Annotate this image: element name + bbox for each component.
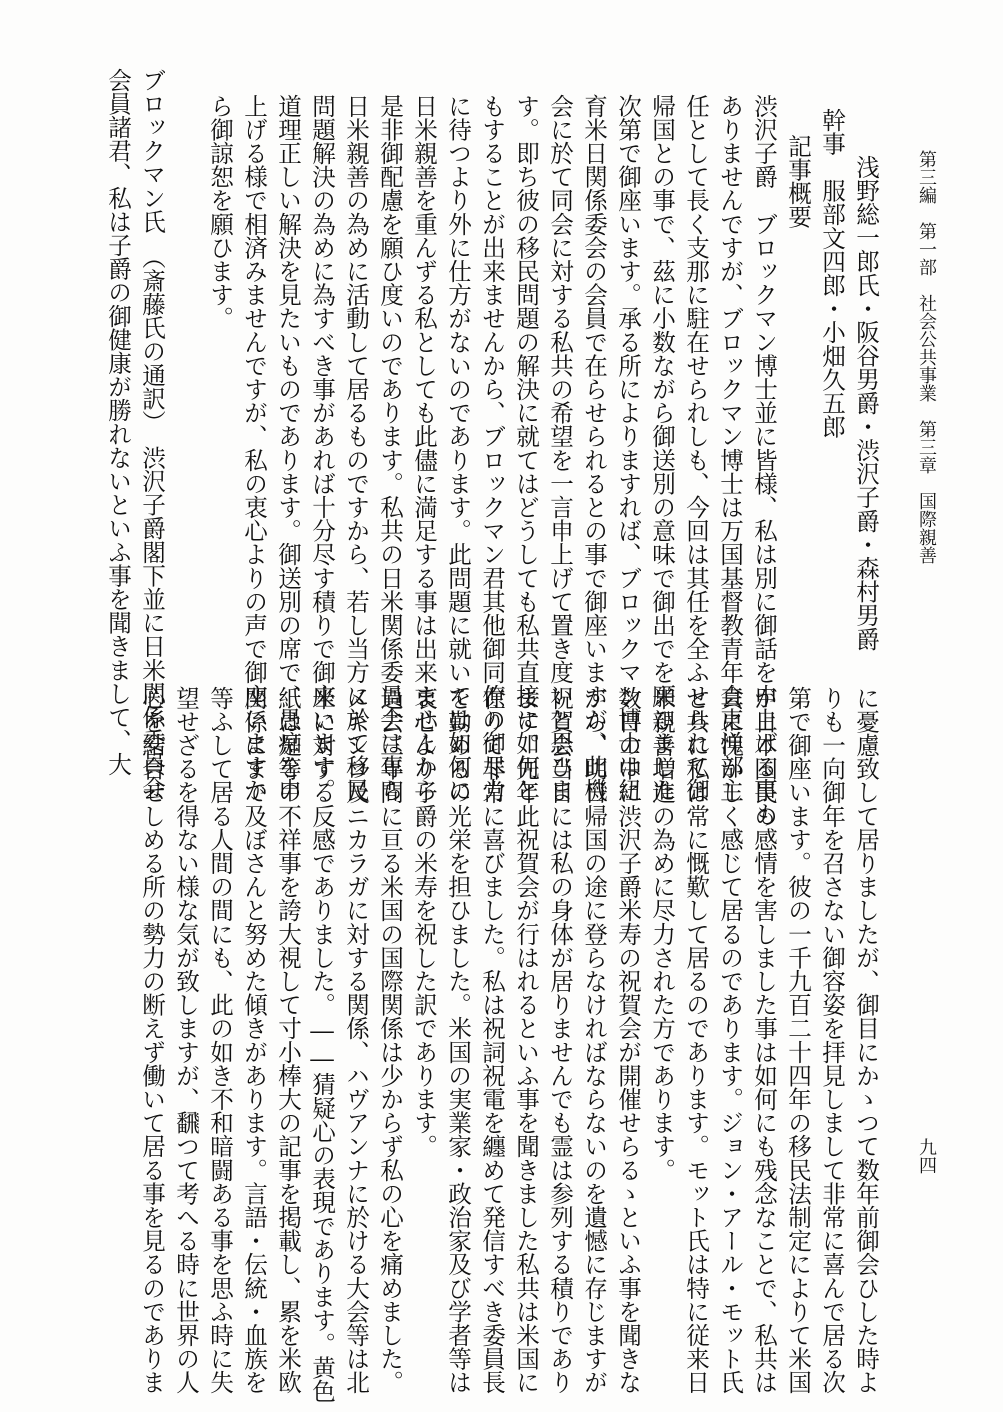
text-column: ありませんですが、ブロックマン博士は万国基督教青年会東洋部主 (716, 94, 744, 802)
text-column: がら、明日帰国の途に登らなければならないのを遺憾に存じますが (580, 686, 608, 1394)
text-column: ます。先年此祝賀会が行はれるといふ事を聞きました私共は米国に (512, 686, 540, 1394)
text-column: もすることが出来ませんから、ブロックマン君其他御同僚の御尽力 (478, 94, 506, 802)
text-column: 望せざるを得ない様な気が致しますが、飜つて考へる時に世界の人 (172, 686, 200, 1394)
text-column: 育米日関係委会の会員で在らせられるとの事で御座いますが、此機 (580, 94, 608, 802)
running-header: 第三編 第一部 社会公共事業 第三章 国際親善 (916, 150, 937, 564)
text-column: を勤めるの光栄を担ひました。米国の実業家・政治家及び学者等は (444, 686, 472, 1394)
text-column: す。即ち彼の移民問題の解決に就てはどうしても私共直接に如何と (512, 94, 540, 802)
text-column: に待つより外に仕方がないのであります。此問題に就いては如何に (444, 94, 472, 802)
text-column: 関係にまで及ぼさんと努めた傾きがあります。言語・伝統・血族を (240, 686, 268, 1394)
text-column: 米親善増進の為めに尽力された方であります。 (648, 686, 676, 1182)
text-column: 次第で御座います。承る所によりますれば、ブロックマン博士は紐 (614, 94, 642, 802)
text-column: 日米親善の為めに活動して居るものですから、若し当方に於て移民 (342, 94, 370, 802)
text-column: 真に愧かしく感じて居るのであります。ジョン・アール・モット氏 (716, 686, 744, 1394)
text-column: メキシコ及ニカラガに対する関係、ハヴアンナに於ける大会等は北 (342, 686, 370, 1394)
text-column: 祝賀会当日には私の身体が居りませんでも霊は参列する積りであり (546, 686, 574, 1394)
text-column: に憂慮致して居りましたが、御目にかゝつて数年前御会ひした時よ (852, 686, 880, 1394)
text-column: 在りて非常に喜びました。私は祝詞祝電を纏めて発信すべき委員長 (478, 686, 506, 1394)
attendees-line: 浅野総一郎氏・阪谷男爵・渋沢子爵・森村男爵 (852, 155, 880, 651)
text-column: 数日の中に渋沢子爵米寿の祝賀会が開催せらるゝといふ事を聞きな (614, 686, 642, 1394)
text-column: 第で御座います。彼の一千九百二十四年の移民法制定によりて米国 (784, 686, 812, 1394)
text-column: 道理正しい解決を見たいものであります。御送別の席で、愚痴を申 (274, 94, 302, 802)
text-column: 渋沢子爵 ブロックマン博士並に皆様、私は別に御話を申上げる事も (750, 94, 778, 826)
text-column: りも一向御年を召さない御容姿を拝見しまして非常に喜んで居る次 (818, 686, 846, 1394)
text-column: 問題解決の為めに為すべき事があれば十分尽す積りで御座います。 (308, 94, 336, 802)
text-column: 心を結合せしめる所の勢力の断えず働いて居る事を見るのでありま (138, 686, 166, 1394)
text-column: 過去三年間に亘る米国の国際関係は少からず私の心を痛めました。 (376, 686, 404, 1394)
text-column: 米に対する反感でありました。――猜疑心の表現であります。黄色 (308, 686, 336, 1403)
text-column: 上げる様で相済みませんですが、私の衷心よりの声で御座いますか (240, 94, 268, 802)
organizers-line: 幹事 服部文四郎・小畑久五郎 (818, 108, 846, 439)
text-column: 是非御配慮を願ひ度いのであります。私共の日米関係委員会は専ら (376, 94, 404, 802)
page-number: 九四 (916, 1138, 937, 1174)
text-column: 会員諸君、私は子爵の御健康が勝れないといふ事を聞きまして、大 (104, 68, 132, 776)
text-column: 会に於て同会に対する私共の希望を一言申上げて置き度いと思ひま (546, 94, 574, 802)
text-column: 任として長く支那に駐在せられしも、今回は其任を全ふせられて御 (682, 94, 710, 802)
text-column: が日本国民の感情を害しました事は如何にも残念なことで、私共は (750, 686, 778, 1394)
text-column: 日米親善を重んずる私としても此儘に満足する事は出来ませんから (410, 94, 438, 802)
text-column: 衷心より子爵の米寿を祝した訳であります。 (410, 686, 438, 1158)
text-column: と共に私は常に慨歎して居るのであります。モット氏は特に従来日 (682, 686, 710, 1394)
section-heading: 記事概要 (784, 134, 812, 229)
text-column: 等ふして居る人間の間にも、此の如き不和暗闘ある事を思ふ時に失 (206, 686, 234, 1394)
text-column: ブロックマン氏 （斎藤氏の通訳） 渋沢子爵閣下並に日米関係委員会 (138, 68, 166, 800)
text-column: 紙は是等の不祥事を誇大視して寸小棒大の記事を掲載し、累を米欧 (274, 686, 302, 1394)
text-column: 帰国との事で、茲に小数ながら御送別の意味で御出でを願ひました (648, 94, 676, 802)
text-column: ら御諒恕を願ひます。 (206, 94, 234, 330)
